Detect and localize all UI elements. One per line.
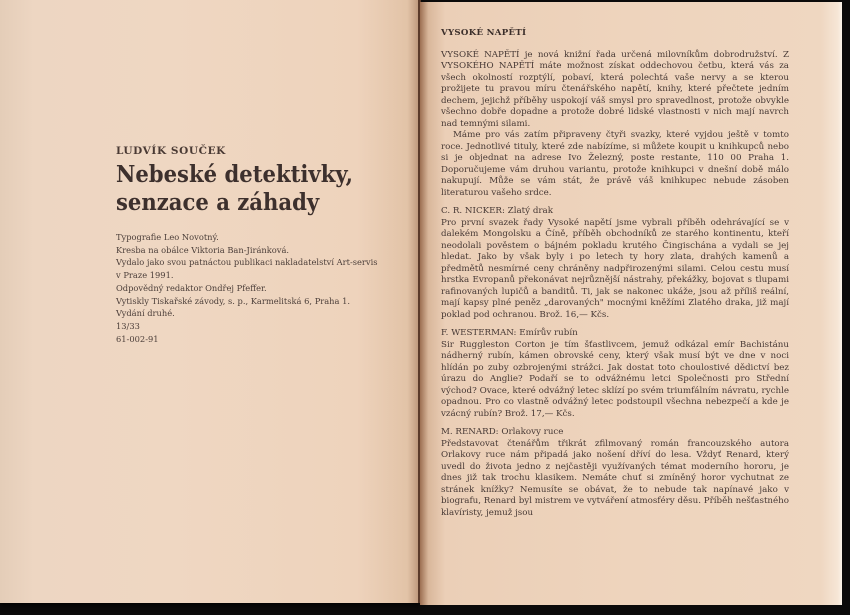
book-entry	[441, 206, 789, 321]
book-entry-heading: F. WESTERMAN: Emírův rubín	[441, 328, 578, 338]
intro-paragraph: VYSOKÉ NAPĚTÍ je nová knižní řada určená milovníkům dobrodružství. Z VYSOKÉHO NAPĚTÍ máte možnost získat oddechovou četbu, která vás za všech okolností rozptýlí, pobaví, která polechtá vaše nervy a se kterou prožijete tu pravou míru čtenářského napětí, knihy, které přečtete jedním dechem, jejichž příběhy uspokojí váš smysl pro spravedlnost, protože obvykle všechno dobře dopadne a protože dobré lidské vlastnosti v nich mají navrch nad temnými silami.	[441, 49, 789, 129]
credit-line: Vydalo jako svou patnáctou publikaci nakladatelství Art-servis	[116, 257, 378, 268]
left-page	[0, 0, 420, 603]
series-heading: VYSOKÉ NAPĚTÍ	[441, 28, 527, 38]
credit-line: v Praze 1991.	[116, 270, 174, 281]
credit-line: Vytiskly Tiskařské závody, s. p., Karmelitská 6, Praha 1.	[116, 295, 351, 306]
book-entry-text: Pro první svazek řady Vysoké napětí jsme vybrali příběh odehrávající se v dalekém Mongolsku a Číně, příběh obchodníků ze starého kontinentu, kteří neodolali pověstem o bájném pokladu krutého Čingischána a vydali se jej hledat. Jako by však byly i po letech ty hory zlata, drahých kamenů a předmětů nesmírné ceny chráněny nadpřirozenými silami. Celou cestu musí hrstka Evropanů překonávat nejrůznější nástrahy, překážky, bojovat s tlupami rafinovaných lupičů a banditů. Ti, jak se nakonec ukáže, jsou až příliš reální, mají kapsy plné peněz „darovaných" mocnými kněžími Zlatého draka, již mají poklad pod ochranou. Brož. 16,— Kčs.	[441, 217, 789, 320]
imprint-block	[116, 145, 416, 345]
book-entry	[441, 427, 789, 519]
author-name: LUDVÍK SOUČEK	[116, 145, 226, 157]
intro-paragraph: Máme pro vás zatím připraveny čtyři svazky, které vyjdou ještě v tomto roce. Jednotlivé tituly, které zde nabízíme, si můžete koupit u knihkupců nebo si je objednat na adrese Ivo Železný, poste restante, 110 00 Praha 1. Doporučujeme vám druhou variantu, protože knihkupci v dnešní době málo nakupují. Může se vám stát, že právě váš knihkupec nebude zásoben literaturou vašeho srdce.	[441, 130, 789, 198]
book-title-line-2: senzace a záhady	[116, 189, 320, 216]
series-description	[441, 28, 789, 519]
book-entry-heading: M. RENARD: Orlakovy ruce	[441, 427, 564, 437]
credit-line: 13/33	[116, 320, 140, 331]
credit-line: Typografie Leo Novotný.	[116, 232, 219, 242]
book-entry-text: Sir Ruggleston Corton je tím šťastlivcem, jemuž odkázal emír Bachistánu nádherný rubín, kámen obrovské ceny, který však musí být ve dne v noci hlídán po zuby ozbrojenými strážci. Jak dostat toto choulostivé dědictví bez úrazu do Anglie? Podaří se to odvážnému letci Společnosti pro Střední východ? Ovace, které odvážný letec sklízí po svém triumfálním návratu, rychle opadnou. Pro co vlastně odvážný letec podstoupil všechna nebezpečí a kde je vzácný rubín? Brož. 17,— Kčs.	[441, 339, 789, 419]
credits-list	[116, 231, 416, 345]
credit-line: Odpovědný redaktor Ondřej Pfeffer.	[116, 282, 267, 293]
book-entry-text: Představovat čtenářům třikrát zfilmovaný román francouzského autora Orlakovy ruce nám připadá jako nošení dříví do lesa. Vždyť Renard, který uvedl do života jedno z nejčastěji využívaných témat moderního hororu, je dnes již tak trochu klasikem. Nemáte chuť si zmíněný horor vychutnat ze stránek knížky? Nemusíte se obávat, že to nebude tak napínavé jako v biografu, Renard byl mistrem ve vytváření atmosféry děsu. Příběh nešťastného klavíristy, jemuž jsou	[441, 438, 789, 518]
credit-line: Kresba na obálce Viktoria Ban-Jiránková.	[116, 244, 290, 255]
credit-line: Vydání druhé.	[116, 308, 175, 319]
book-entry	[441, 328, 789, 420]
book-title-line-1: Nebeské detektivky,	[116, 161, 354, 188]
credit-line: 61-002-91	[116, 333, 159, 344]
book-entry-heading: C. R. NICKER: Zlatý drak	[441, 206, 553, 216]
